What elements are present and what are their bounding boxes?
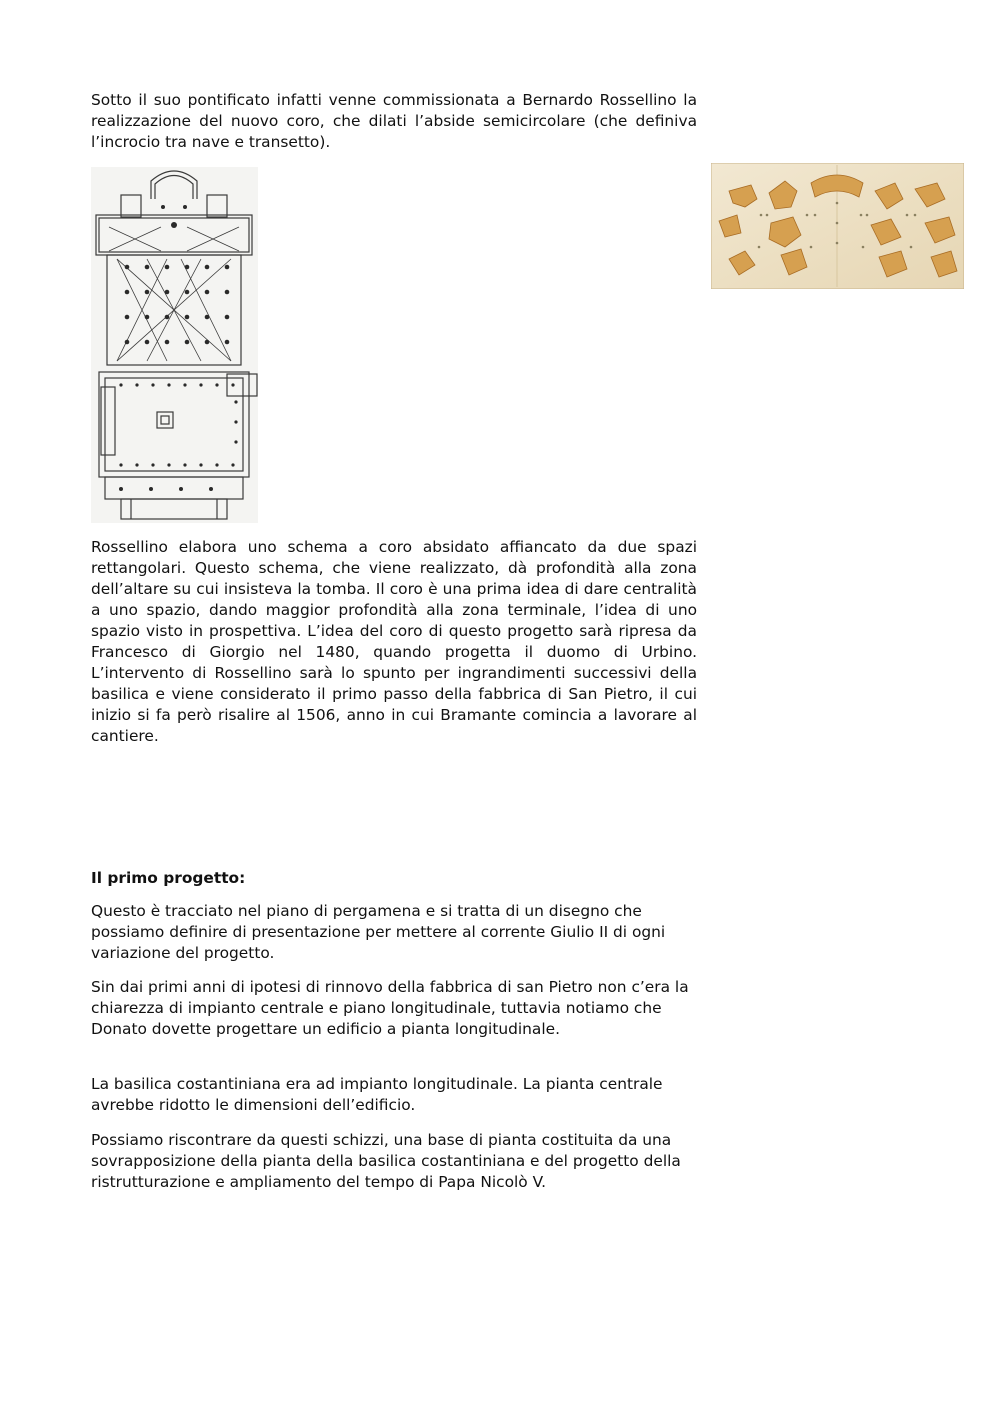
schizzi-paragraph: Possiamo riscontrare da questi schizzi, una base di pianta costituita da una sovrapposizione della pianta della basilica costantiniana e del progetto della ristrutturazione e ampliamento del tempo di Papa Nicolò V. <box>91 1131 681 1191</box>
costantiniana-paragraph: La basilica costantiniana era ad impianto longitudinale. La pianta centrale avrebbe ridotto le dimensioni dell’edificio. <box>91 1075 663 1114</box>
section-heading: Il primo progetto: <box>91 869 246 887</box>
pergamena-paragraph: Questo è tracciato nel piano di pergamena e si tratta di un disegno che possiamo definire di presentazione per mettere al corrente Giulio II di ogni variazione del progetto. <box>91 902 666 962</box>
intro-paragraph: Sotto il suo pontificato infatti venne commissionata a Bernardo Rossellino la realizzazione del nuovo coro, che dilati l’abside semicircolare (che definiva l’incrocio tra nave e transetto). <box>91 91 697 151</box>
parchment-plan-drawing <box>711 163 964 289</box>
rossellino-paragraph: Rossellino elabora uno schema a coro absidato affiancato da due spazi rettangolari. Questo schema, che viene realizzato, dà profondità alla zona dell’altare su cui insisteva la tomba. Il coro è una prima idea di dare centralità a uno spazio, dando maggior profondità alla zona terminale, l’idea di uno spazio visto in prospettiva. L’idea del coro di questo progetto sarà ripresa da Francesco di Giorgio nel 1480, quando progetta il duomo di Urbino. L’intervento di Rossellino sarà lo spunto per ingrandimenti successivi della basilica e viene considerato il primo passo della fabbrica di San Pietro, il cui inizio si fa però risalire al 1506, anno in cui Bramante comincia a lavorare al cantiere. <box>91 538 697 745</box>
ipotesi-paragraph: Sin dai primi anni di ipotesi di rinnovo della fabbrica di san Pietro non c’era la chiarezza di impianto centrale e piano longitudinale, tuttavia notiamo che Donato dovette progettare un edificio a pianta longitudinale. <box>91 978 689 1038</box>
basilica-floor-plan-drawing <box>91 167 258 523</box>
